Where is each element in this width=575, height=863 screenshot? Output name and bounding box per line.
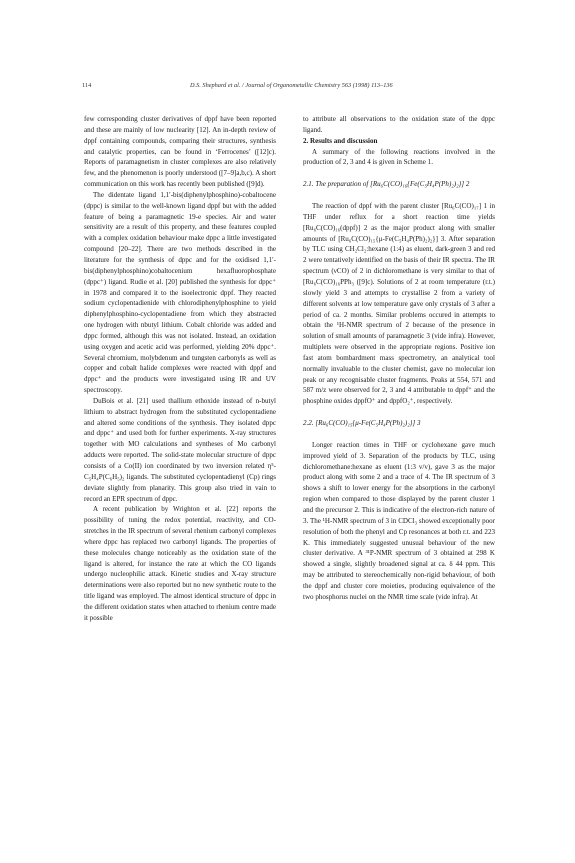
paragraph: The didentate ligand 1,1′-bis(diphenylphosphino)-cobaltocene (dppc) is similar to the well-known ligand dppf but with the added feature of being a paramagnetic 19-e species. Air and water sensitivity are a result of this property, and these features coupled with a complex oxidation behaviour make dppc a little investigated compound [20–22]. There are two methods described in the literature for the synthesis of dppc and for the oxidised 1,1′-bis(diphenylphosphino)cobaltocenium hexafluorophosphate (dppc⁺) ligand. Rudie et al. [20] published the synthesis for dppc⁺ in 1978 and compared it to the isoelectronic dppf. They reacted sodium cyclopentadienide with chlorodiphenylphosphine to yield diphenylphosphino-cyclopentadiene from which they abstracted one hydrogen with nbutyl lithium. Cobalt chloride was added and dppc formed, although this was not isolated. Instead, an oxidation using oxygen and acetic acid was performed, yielding 20% dppc⁺. Several chromium, molybdenum and tungsten carbonyls as well as copper and cobalt halide complexes were reacted with dppf and dppc⁺ and the products were investigated using IR and UV spectroscopy. — [84, 190, 276, 395]
paragraph: DuBois et al. [21] used thallium ethoxide instead of n-butyl lithium to abstract hydrogen from the substituted cyclopentadiene and altered some conditions of the synthesis. They isolated dppc and dppc⁺ and used both for further experiments. X-ray structures together with MO calculations and syntheses of Mo carbonyl adducts were reported. The solid-state molecular structure of dppc consists of a Co(II) ion coordinated by two inversion related η⁵-C₅H₄P(C₆H₅)₂ ligands. The substituted cyclopentadienyl (Cp) rings deviate slightly from planarity. This group also tried in vain to record an EPR spectrum of dppc. — [84, 396, 276, 503]
subsection-heading: 2.2. [Ru₆C(CO)₁₅{μ-Fe(C₅H₄P(Ph)₂)₂}] 3 — [303, 419, 421, 428]
paragraph: Longer reaction times in THF or cyclohexane gave much improved yield of 3. Separation of the products by TLC, using dichloromethane:hexane as eluent (1:3 v/v), gave 3 as the major product along with some 2 and a trace of 4. The IR spectrum of 3 shows a shift to lower energy for the absorptions in the carbonyl region when compared to those displayed by the parent cluster 1 and the precursor 2. This is indicative of the electron-rich nature of 3. The ¹H-NMR spectrum of 3 in CDCl₃ showed exceptionally poor resolution of both the phenyl and Cp resonances at both r.t. and 223 K. This immediately suggested unusual behaviour of the new cluster derivative. A ³¹P-NMR spectrum of 3 obtained at 298 K showed a single, slightly broadened signal at ca. δ 44 ppm. This may be attributed to stereochemically non-rigid behaviour, of both the dppf and cluster core moieties, producing equivalence of the two phosphorus nuclei on the NMR time scale (vide infra). At — [303, 440, 495, 601]
paragraph: few corresponding cluster derivatives of dppf have been reported and these are mainly of low nuclearity [12]. An in-depth review of dppf containing compounds, comparing their structures, synthesis and catalytic properties, can be found in ‘Ferrocenes’ ([12]c). Reports of paramagnetism in cluster complexes are also relatively few, and the phenomenon is poorly understood ([7–9]a,b,c). A short communication on this work has recently been published ([9]d). — [84, 115, 276, 189]
paragraph: A summary of the following reactions involved in the production of 2, 3 and 4 is given in Scheme 1. — [303, 147, 495, 167]
paragraph: The reaction of dppf with the parent cluster [Ru₆C(CO)₁₇] 1 in THF under reflux for a short reaction time yields [Ru₆C(CO)₁₆(dppf)] 2 as the major product along with smaller amounts of [Ru₆C(CO)₁₅{μ-Fe(C₅H₄P(Ph)₂)₂}] 3. After separation by TLC using CH₂Cl₂:hexane (1:4) as eluent, dark-green 3 and red 2 were tentatively identified on the basis of their IR spectra. The IR spectrum (νCO) of 2 in dichloromethane is very similar to that of [Ru₆C(CO)₁₆PPh₃ ([9]c). Solutions of 2 at room temperature (r.t.) slowly yield 3 and attempts to crystallise 2 from a variety of different solvents at low temperature gave only crystals of 3 after a period of ca. 2 months. Similar problems occured in attempts to obtain the ¹H-NMR spectrum of 2 because of the presence in solution of small amounts of paramagnetic 3 (vide infra). However, multiplets were observed in the appropriate regions. Positive ion fast atom bombardment mass spectrometry, an analytical tool normally invaluable to the cluster chemist, gave no molecular ion peak or any recognisable cluster fragments. Peaks at 554, 571 and 587 m/z were observed for 2, 3 and 4 attributable to dppf⁺ and the phosphine oxides dppfO⁺ and dppfO₂⁺, respectively. — [303, 202, 495, 406]
right-column — [303, 114, 495, 603]
running-title: D.S. Shephard et al. / Journal of Organometallic Chemistry 563 (1998) 113–136 — [190, 82, 393, 89]
paragraph: to attribute all observations to the oxidation state of the dppc ligand. — [303, 115, 495, 134]
subsection-heading: 2.1. The preparation of [Ru₆C(CO)₁₆{Fe(C₅H₄P(Ph)₂)₂}] 2 — [303, 180, 470, 189]
section-heading: 2. Results and discussion — [303, 136, 378, 145]
paragraph: A recent publication by Wrighton et al. [22] reports the possibility of tuning the redox potential, reactivity, and CO-stretches in the IR spectrum of several rhenium carbonyl complexes where dppc has replaced two carbonyl ligands. The properties of these molecules change noticeably as the oxidation state of the ligand is altered, for instance the rate at which the CO ligands undergo nucleophilic attack. Kinetic studies and X-ray structure determinations were also reported but no new synthetic route to the title ligand was employed. The almost identical structure of dppc in the different oxidation states when attached to rhenium centre made it possible — [84, 505, 276, 622]
left-column — [84, 114, 276, 624]
page-number: 114 — [82, 82, 92, 89]
